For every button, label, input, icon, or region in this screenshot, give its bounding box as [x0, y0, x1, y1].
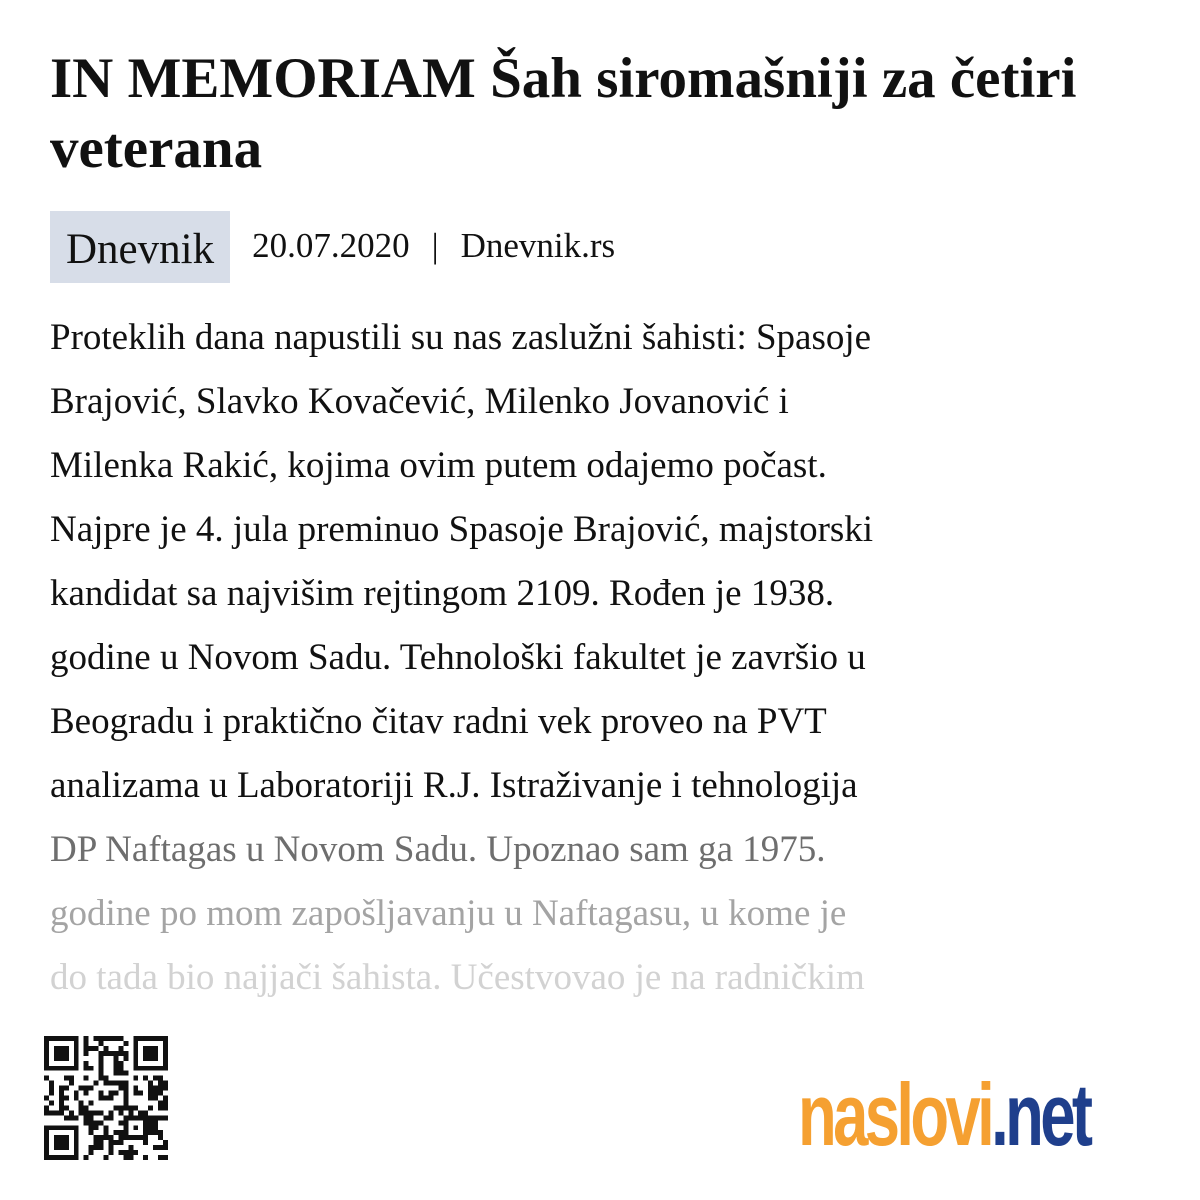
article-line: kandidat sa najvišim rejtingom 2109. Rođen je 1938. — [50, 573, 835, 614]
logo-part-net: .net — [991, 1065, 1090, 1164]
article-body — [50, 306, 1160, 1010]
article-line: Najpre je 4. jula preminuo Spasoje Brajović, majstorski — [50, 509, 874, 550]
source-site[interactable]: Dnevnik.rs — [460, 226, 616, 265]
qr-code-icon[interactable] — [44, 1036, 168, 1160]
article-line: DP Naftagas u Novom Sadu. Upoznao sam ga 1975. — [50, 829, 826, 870]
meta-separator: | — [431, 226, 439, 265]
article-line: do tada bio najjači šahista. Učestvovao je na radničkim — [50, 957, 865, 998]
source-badge[interactable]: Dnevnik — [50, 211, 230, 283]
article-line: Proteklih dana napustili su nas zaslužni šahisti: Spasoje — [50, 317, 872, 358]
article-line: Milenka Rakić, kojima ovim putem odajemo počast. — [50, 445, 827, 486]
article-title: IN MEMORIAM Šah siromašniji za četiri veterana — [50, 47, 1077, 180]
article-line: godine po mom zapošljavanju u Naftagasu, u kome je — [50, 893, 847, 934]
article-date: 20.07.2020 — [252, 226, 410, 265]
article-line: Beogradu i praktično čitav radni vek proveo na PVT — [50, 701, 827, 742]
article-line: analizama u Laboratoriji R.J. Istraživanje i tehnologija — [50, 765, 858, 806]
meta-text — [252, 211, 615, 281]
logo-part-naslovi: naslovi — [798, 1065, 992, 1164]
naslovi-net-logo[interactable] — [798, 1060, 1089, 1170]
article-meta — [50, 211, 615, 283]
article-line: godine u Novom Sadu. Tehnološki fakultet je završio u — [50, 637, 866, 678]
article-line: Brajović, Slavko Kovačević, Milenko Jovanović i — [50, 381, 789, 422]
